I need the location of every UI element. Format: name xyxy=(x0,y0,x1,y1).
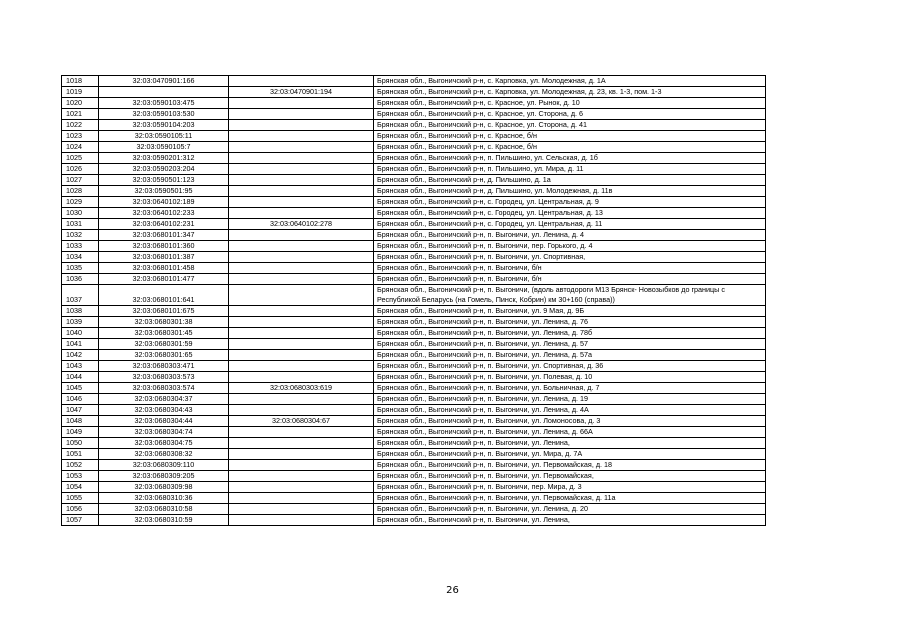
table-row xyxy=(62,438,766,449)
table-row xyxy=(62,230,766,241)
table-row xyxy=(62,208,766,219)
cadastral-number-cell: 32:03:0680303:471 xyxy=(99,361,229,372)
cadastral-number-cell: 32:03:0680101:458 xyxy=(99,263,229,274)
address-cell: Брянская обл., Выгоничский р-н, п. Выгоничи, ул. Мира, д. 7А xyxy=(374,449,766,460)
cadastral-number-cell: 32:03:0680301:65 xyxy=(99,350,229,361)
cadastral-number-cell: 32:03:0680101:347 xyxy=(99,230,229,241)
related-cadastral-number-cell xyxy=(229,504,374,515)
row-number-cell: 1057 xyxy=(62,515,99,526)
cadastral-number-cell: 32:03:0590203:204 xyxy=(99,164,229,175)
row-number-cell: 1042 xyxy=(62,350,99,361)
cadastral-number-cell: 32:03:0590105:11 xyxy=(99,131,229,142)
address-cell: Брянская обл., Выгоничский р-н, п. Выгоничи, б/н xyxy=(374,263,766,274)
row-number-cell: 1053 xyxy=(62,471,99,482)
row-number-cell: 1039 xyxy=(62,317,99,328)
cadastral-number-cell: 32:03:0680304:44 xyxy=(99,416,229,427)
address-cell: Брянская обл., Выгоничский р-н, п. Пильшино, ул. Мира, д. 11 xyxy=(374,164,766,175)
table-row xyxy=(62,493,766,504)
related-cadastral-number-cell xyxy=(229,350,374,361)
cadastral-number-cell: 32:03:0680308:32 xyxy=(99,449,229,460)
page-number: 26 xyxy=(446,585,459,596)
address-cell: Брянская обл., Выгоничский р-н, с. Красное, ул. Рынок, д. 10 xyxy=(374,98,766,109)
related-cadastral-number-cell: 32:03:0640102:278 xyxy=(229,219,374,230)
related-cadastral-number-cell xyxy=(229,361,374,372)
cadastral-number-cell: 32:03:0680101:641 xyxy=(99,285,229,306)
address-cell: Брянская обл., Выгоничский р-н, п. Выгоничи, ул. Ленина, д. 20 xyxy=(374,504,766,515)
row-number-cell: 1022 xyxy=(62,120,99,131)
row-number-cell: 1049 xyxy=(62,427,99,438)
address-cell: Брянская обл., Выгоничский р-н, п. Выгоничи, ул. Полевая, д. 10 xyxy=(374,372,766,383)
table-row xyxy=(62,471,766,482)
address-cell: Брянская обл., Выгоничский р-н, п. Выгоничи, ул. Ленина, д. 4 xyxy=(374,230,766,241)
row-number-cell: 1027 xyxy=(62,175,99,186)
related-cadastral-number-cell xyxy=(229,405,374,416)
table-row xyxy=(62,131,766,142)
address-cell: Брянская обл., Выгоничский р-н, с. Красное, б/н xyxy=(374,131,766,142)
related-cadastral-number-cell xyxy=(229,263,374,274)
row-number-cell: 1031 xyxy=(62,219,99,230)
address-cell: Брянская обл., Выгоничский р-н, с. Городец, ул. Центральная, д. 9 xyxy=(374,197,766,208)
address-cell: Брянская обл., Выгоничский р-н, с. Карповка, ул. Молодежная, д. 1А xyxy=(374,76,766,87)
address-cell: Брянская обл., Выгоничский р-н, с. Красное, ул. Сторона, д. 6 xyxy=(374,109,766,120)
row-number-cell: 1018 xyxy=(62,76,99,87)
address-cell: Брянская обл., Выгоничский р-н, с. Красное, ул. Сторона, д. 41 xyxy=(374,120,766,131)
row-number-cell: 1038 xyxy=(62,306,99,317)
related-cadastral-number-cell xyxy=(229,460,374,471)
cadastral-number-cell: 32:03:0640102:231 xyxy=(99,219,229,230)
row-number-cell: 1044 xyxy=(62,372,99,383)
related-cadastral-number-cell xyxy=(229,328,374,339)
related-cadastral-number-cell xyxy=(229,493,374,504)
table-row xyxy=(62,186,766,197)
address-cell: Брянская обл., Выгоничский р-н, п. Выгоничи, ул. Первомайская, д. 18 xyxy=(374,460,766,471)
table-row xyxy=(62,241,766,252)
row-number-cell: 1046 xyxy=(62,394,99,405)
row-number-cell: 1043 xyxy=(62,361,99,372)
table-row xyxy=(62,460,766,471)
table-row xyxy=(62,153,766,164)
row-number-cell: 1034 xyxy=(62,252,99,263)
table-row xyxy=(62,449,766,460)
related-cadastral-number-cell xyxy=(229,438,374,449)
address-cell: Брянская обл., Выгоничский р-н, п. Пильшино, ул. Сельская, д. 1б xyxy=(374,153,766,164)
cadastral-number-cell: 32:03:0680304:75 xyxy=(99,438,229,449)
cadastral-number-cell: 32:03:0590201:312 xyxy=(99,153,229,164)
cadastral-number-cell: 32:03:0680310:59 xyxy=(99,515,229,526)
cadastral-number-cell: 32:03:0680309:110 xyxy=(99,460,229,471)
table-row xyxy=(62,142,766,153)
row-number-cell: 1055 xyxy=(62,493,99,504)
row-number-cell: 1033 xyxy=(62,241,99,252)
related-cadastral-number-cell xyxy=(229,208,374,219)
cadastral-number-cell: 32:03:0680304:74 xyxy=(99,427,229,438)
row-number-cell: 1047 xyxy=(62,405,99,416)
table-row xyxy=(62,339,766,350)
address-cell: Брянская обл., Выгоничский р-н, п. Выгоничи, пер. Мира, д. 3 xyxy=(374,482,766,493)
table-row xyxy=(62,361,766,372)
related-cadastral-number-cell xyxy=(229,98,374,109)
related-cadastral-number-cell xyxy=(229,164,374,175)
related-cadastral-number-cell: 32:03:0680304:67 xyxy=(229,416,374,427)
table-row xyxy=(62,515,766,526)
related-cadastral-number-cell xyxy=(229,241,374,252)
address-cell: Брянская обл., Выгоничский р-н, п. Выгоничи, ул. Ломоносова, д. 3 xyxy=(374,416,766,427)
cadastral-number-cell: 32:03:0640102:189 xyxy=(99,197,229,208)
address-cell: Брянская обл., Выгоничский р-н, с. Городец, ул. Центральная, д. 11 xyxy=(374,219,766,230)
row-number-cell: 1035 xyxy=(62,263,99,274)
row-number-cell: 1029 xyxy=(62,197,99,208)
cadastral-number-cell: 32:03:0680310:36 xyxy=(99,493,229,504)
related-cadastral-number-cell xyxy=(229,175,374,186)
address-cell: Брянская обл., Выгоничский р-н, п. Выгоничи, пер. Горького, д. 4 xyxy=(374,241,766,252)
table-row xyxy=(62,416,766,427)
table-row xyxy=(62,175,766,186)
address-cell: Брянская обл., Выгоничский р-н, п. Выгоничи, ул. Ленина, д. 57а xyxy=(374,350,766,361)
table-row xyxy=(62,76,766,87)
table-row xyxy=(62,405,766,416)
address-cell: Брянская обл., Выгоничский р-н, п. Выгоничи, ул. Ленина, д. 66А xyxy=(374,427,766,438)
table-row xyxy=(62,504,766,515)
related-cadastral-number-cell xyxy=(229,197,374,208)
row-number-cell: 1019 xyxy=(62,87,99,98)
cadastral-number-cell: 32:03:0680101:477 xyxy=(99,274,229,285)
table-row xyxy=(62,317,766,328)
table-row xyxy=(62,482,766,493)
related-cadastral-number-cell xyxy=(229,427,374,438)
address-cell: Брянская обл., Выгоничский р-н, д. Пильшино, ул. Молодежная, д. 11в xyxy=(374,186,766,197)
cadastral-number-cell: 32:03:0680304:37 xyxy=(99,394,229,405)
row-number-cell: 1048 xyxy=(62,416,99,427)
cadastral-number-cell: 32:03:0590104:203 xyxy=(99,120,229,131)
related-cadastral-number-cell xyxy=(229,153,374,164)
cadastral-number-cell: 32:03:0680101:360 xyxy=(99,241,229,252)
related-cadastral-number-cell xyxy=(229,131,374,142)
cadastral-number-cell: 32:03:0680303:573 xyxy=(99,372,229,383)
cadastral-number-cell: 32:03:0590501:123 xyxy=(99,175,229,186)
address-cell: Брянская обл., Выгоничский р-н, п. Выгоничи, ул. Больничная, д. 7 xyxy=(374,383,766,394)
table-row xyxy=(62,328,766,339)
related-cadastral-number-cell xyxy=(229,274,374,285)
related-cadastral-number-cell xyxy=(229,515,374,526)
address-cell: Брянская обл., Выгоничский р-н, п. Выгоничи, ул. Ленина, xyxy=(374,515,766,526)
related-cadastral-number-cell xyxy=(229,394,374,405)
address-cell: Брянская обл., Выгоничский р-н, п. Выгоничи, б/н xyxy=(374,274,766,285)
row-number-cell: 1050 xyxy=(62,438,99,449)
related-cadastral-number-cell: 32:03:0470901:194 xyxy=(229,87,374,98)
related-cadastral-number-cell xyxy=(229,76,374,87)
table-row xyxy=(62,394,766,405)
related-cadastral-number-cell xyxy=(229,109,374,120)
address-cell: Брянская обл., Выгоничский р-н, д. Пильшино, д. 1а xyxy=(374,175,766,186)
table-row xyxy=(62,285,766,306)
table-row xyxy=(62,263,766,274)
cadastral-number-cell: 32:03:0680309:98 xyxy=(99,482,229,493)
registry-table-body xyxy=(62,76,766,526)
related-cadastral-number-cell xyxy=(229,449,374,460)
table-row xyxy=(62,197,766,208)
row-number-cell: 1030 xyxy=(62,208,99,219)
registry-table xyxy=(61,75,766,526)
related-cadastral-number-cell xyxy=(229,120,374,131)
table-row xyxy=(62,383,766,394)
row-number-cell: 1036 xyxy=(62,274,99,285)
table-row xyxy=(62,109,766,120)
cadastral-number-cell: 32:03:0680101:387 xyxy=(99,252,229,263)
row-number-cell: 1052 xyxy=(62,460,99,471)
related-cadastral-number-cell: 32:03:0680303:619 xyxy=(229,383,374,394)
row-number-cell: 1024 xyxy=(62,142,99,153)
cadastral-number-cell: 32:03:0470901:166 xyxy=(99,76,229,87)
address-cell: Брянская обл., Выгоничский р-н, п. Выгоничи, ул. Ленина, д. 19 xyxy=(374,394,766,405)
related-cadastral-number-cell xyxy=(229,142,374,153)
cadastral-number-cell: 32:03:0680303:574 xyxy=(99,383,229,394)
table-row xyxy=(62,372,766,383)
row-number-cell: 1026 xyxy=(62,164,99,175)
table-row xyxy=(62,350,766,361)
cadastral-number-cell: 32:03:0680301:59 xyxy=(99,339,229,350)
address-cell: Брянская обл., Выгоничский р-н, п. Выгоничи, ул. Первомайская, д. 11а xyxy=(374,493,766,504)
related-cadastral-number-cell xyxy=(229,230,374,241)
row-number-cell: 1032 xyxy=(62,230,99,241)
row-number-cell: 1023 xyxy=(62,131,99,142)
related-cadastral-number-cell xyxy=(229,186,374,197)
cadastral-number-cell: 32:03:0590501:95 xyxy=(99,186,229,197)
address-cell: Брянская обл., Выгоничский р-н, п. Выгоничи, ул. Ленина, xyxy=(374,438,766,449)
row-number-cell: 1020 xyxy=(62,98,99,109)
related-cadastral-number-cell xyxy=(229,482,374,493)
related-cadastral-number-cell xyxy=(229,339,374,350)
address-cell: Брянская обл., Выгоничский р-н, п. Выгоничи, ул. Ленина, д. 4А xyxy=(374,405,766,416)
related-cadastral-number-cell xyxy=(229,306,374,317)
cadastral-number-cell: 32:03:0590103:530 xyxy=(99,109,229,120)
address-cell: Брянская обл., Выгоничский р-н, с. Красное, б/н xyxy=(374,142,766,153)
address-cell: Брянская обл., Выгоничский р-н, п. Выгоничи, ул. Спортивная, д. 36 xyxy=(374,361,766,372)
cadastral-number-cell: 32:03:0680101:675 xyxy=(99,306,229,317)
row-number-cell: 1028 xyxy=(62,186,99,197)
row-number-cell: 1041 xyxy=(62,339,99,350)
address-cell: Брянская обл., Выгоничский р-н, п. Выгоничи, ул. Ленина, д. 76 xyxy=(374,317,766,328)
table-row xyxy=(62,427,766,438)
cadastral-number-cell xyxy=(99,87,229,98)
cadastral-number-cell: 32:03:0680301:45 xyxy=(99,328,229,339)
cadastral-number-cell: 32:03:0680304:43 xyxy=(99,405,229,416)
table-row xyxy=(62,274,766,285)
row-number-cell: 1045 xyxy=(62,383,99,394)
cadastral-number-cell: 32:03:0640102:233 xyxy=(99,208,229,219)
cadastral-number-cell: 32:03:0590105:7 xyxy=(99,142,229,153)
row-number-cell: 1051 xyxy=(62,449,99,460)
address-cell: Брянская обл., Выгоничский р-н, п. Выгоничи, (вдоль автодороги М13 Брянск- Новозыбков до границы с Республикой Беларусь (на Гомель, Пинск, Кобрин) км 30+160 (справа)) xyxy=(374,285,766,306)
table-row xyxy=(62,219,766,230)
address-cell: Брянская обл., Выгоничский р-н, с. Городец, ул. Центральная, д. 13 xyxy=(374,208,766,219)
table-row xyxy=(62,120,766,131)
cadastral-number-cell: 32:03:0680310:58 xyxy=(99,504,229,515)
related-cadastral-number-cell xyxy=(229,252,374,263)
address-cell: Брянская обл., Выгоничский р-н, п. Выгоничи, ул. Ленина, д. 78б xyxy=(374,328,766,339)
related-cadastral-number-cell xyxy=(229,372,374,383)
address-cell: Брянская обл., Выгоничский р-н, с. Карповка, ул. Молодежная, д. 23, кв. 1-3, пом. 1-3 xyxy=(374,87,766,98)
related-cadastral-number-cell xyxy=(229,317,374,328)
address-cell: Брянская обл., Выгоничский р-н, п. Выгоничи, ул. 9 Мая, д. 9Б xyxy=(374,306,766,317)
cadastral-number-cell: 32:03:0590103:475 xyxy=(99,98,229,109)
table-row xyxy=(62,252,766,263)
cadastral-number-cell: 32:03:0680301:38 xyxy=(99,317,229,328)
address-cell: Брянская обл., Выгоничский р-н, п. Выгоничи, ул. Ленина, д. 57 xyxy=(374,339,766,350)
row-number-cell: 1054 xyxy=(62,482,99,493)
row-number-cell: 1021 xyxy=(62,109,99,120)
related-cadastral-number-cell xyxy=(229,471,374,482)
row-number-cell: 1037 xyxy=(62,285,99,306)
row-number-cell: 1056 xyxy=(62,504,99,515)
table-row xyxy=(62,87,766,98)
table-row xyxy=(62,164,766,175)
address-cell: Брянская обл., Выгоничский р-н, п. Выгоничи, ул. Первомайская, xyxy=(374,471,766,482)
table-row xyxy=(62,98,766,109)
table-row xyxy=(62,306,766,317)
related-cadastral-number-cell xyxy=(229,285,374,306)
row-number-cell: 1025 xyxy=(62,153,99,164)
cadastral-number-cell: 32:03:0680309:205 xyxy=(99,471,229,482)
address-cell: Брянская обл., Выгоничский р-н, п. Выгоничи, ул. Спортивная, xyxy=(374,252,766,263)
row-number-cell: 1040 xyxy=(62,328,99,339)
